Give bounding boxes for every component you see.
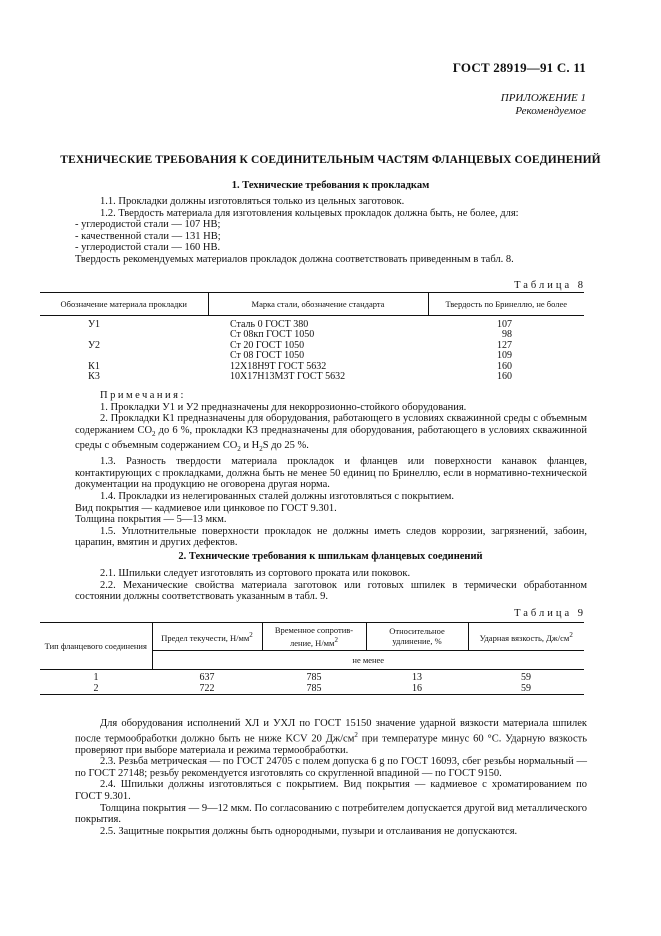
table-row: К3 10Х17Н13М3Т ГОСТ 5632 160 (88, 371, 512, 383)
table-row: К1 12Х18Н9Т ГОСТ 5632 160 (88, 360, 512, 372)
table8-header: Обозначение материала прокладки (40, 293, 208, 316)
table-row: 1 637 785 13 59 (93, 672, 531, 684)
para-1-2: 1.2. Твердость материала для изготовления кольцевых прокладок должна быть, не более, для: (100, 207, 519, 219)
para-1-4-coating: Вид покрытия — кадмиевое или цинковое по ГОСТ 9.301. (75, 502, 337, 514)
section1-body (75, 196, 587, 266)
para-1-4: 1.4. Прокладки из нелегированных сталей должны изготовляться с покрытием. (100, 490, 455, 502)
section1-title: 1. Технические требования к прокладкам (231, 180, 430, 191)
notes-block (75, 390, 587, 549)
table-8 (40, 292, 584, 383)
table9-header: Предел текучести, $Н/мм^2$ (152, 623, 262, 651)
table9-header: Временное сопротив-ление, $Н/мм^2$ (262, 623, 366, 651)
section2-title: 2. Технические требования к шпилькам фланцевых соединений (178, 551, 483, 562)
para-1-4-thickness: Толщина покрытия — 5—13 мкм. (75, 514, 227, 526)
para-2-4-thickness: Толщина покрытия — 9—12 мкм. По согласованию с потребителем допускается другой вид металлического покрытия. (75, 802, 587, 826)
table-row: Ст 08 ГОСТ 1050 109 (230, 350, 512, 362)
table-row: У1 Сталь 0 ГОСТ 380 107 (87, 318, 512, 330)
page-header: ГОСТ 28919—91 С. 11 (452, 60, 586, 75)
list-item: - углеродистой стали — 107 НВ; (75, 219, 221, 231)
table-9 (40, 622, 584, 695)
table9-subheader: не менее (152, 650, 584, 669)
appendix-title: ПРИЛОЖЕНИЕ 1 (500, 92, 586, 104)
list-item: - углеродистой стали — 160 НВ. (75, 242, 221, 254)
appendix-label (501, 92, 586, 118)
para-2-3: 2.3. Резьба метрическая — по ГОСТ 24705 с полем допуска 6 g по ГОСТ 16093, сбег резьбы нормальный — по ГОСТ 27148; резьбу рекомендуется изготовлять со скругленной впадиной — по ГОСТ 9150. (75, 756, 587, 779)
notes-heading: Примечания: (100, 390, 186, 401)
table8-header: Марка стали, обозначение стандарта (208, 293, 428, 316)
table9-header: Ударная вязкость, $Дж/см^2$ (468, 623, 584, 651)
para-1-5: 1.5. Уплотнительные поверхности прокладок не должны иметь следов коррозии, загрязнений, забоин, царапин, вмятин и других дефектов. (75, 525, 587, 549)
appendix-note: Рекомендуемое (515, 105, 586, 117)
para-1-3: 1.3. Разность твердости материала прокладок и фланцев или поверхности канавок фланцев, контактирующих с прокладками, должна быть не менее 50 единиц по Бринеллю, если в нормативно-технической документации на продукцию не оговорена другая норма. (75, 456, 587, 491)
section2-body (75, 568, 587, 603)
table-row: 2 722 785 16 59 (40, 684, 584, 695)
table9-header: Тип фланцевого соединения (40, 623, 152, 670)
note-1: 1. Прокладки У1 и У2 предназначены для некоррозионно-стойкого оборудования. (100, 401, 467, 413)
table-row: Ст 08кп ГОСТ 1050 98 (230, 329, 512, 341)
para-2-1: 2.1. Шпильки следует изготовлять из сортового проката или поковок. (100, 568, 411, 579)
list-item: - качественной стали — 131 НВ; (75, 230, 221, 242)
main-title: ТЕХНИЧЕСКИЕ ТРЕБОВАНИЯ К СОЕДИНИТЕЛЬНЫМ ЧАСТЯМ ФЛАНЦЕВЫХ СОЕДИНЕНИЙ (60, 154, 601, 166)
para-2-2: 2.2. Механические свойства материала заготовок или готовых шпилек в термически обработанном состоянии должны соответствовать указанным в табл. 9. (75, 579, 587, 603)
para-1-1: 1.1. Прокладки должны изготовляться только из цельных заготовок. (100, 196, 405, 207)
table-row: У2 Ст 20 ГОСТ 1050 127 (87, 339, 512, 351)
table8-header: Твердость по Бринеллю, не более (428, 293, 584, 316)
table8-caption: Таблица 8 (514, 280, 586, 291)
table9-caption: Таблица 9 (514, 608, 586, 619)
para-2-5: 2.5. Защитные покрытия должны быть однородными, пузыри и отслаивания не допускаются. (100, 825, 518, 837)
table9-header: Относительное удлинение, % (366, 623, 468, 651)
note-2: 2. Прокладки К1 предназначены для оборудования, работающего в условиях скважинной среды с объемным содержанием $CO_2$ до 6 %, прокладки К3 предназначены для оборудования, работающего в условиях скважинной среды с объемным содержанием $CO_2$ и $H_2S$ до 25 %. (75, 413, 588, 454)
section2-tail (75, 718, 587, 837)
para-2-4: 2.4. Шпильки должны изготовляться с покрытием. Вид покрытия — кадмиевое с хроматированием по ГОСТ 9.301. (75, 779, 587, 803)
para-impact: Для оборудования исполнений ХЛ и УХЛ по ГОСТ 15150 значение ударной вязкости материала шпилек после термообработки должно быть не ниже KCV 20 $Дж/см^2$ при температуре минус 60 °С. Ударную вязкость проверяют при выборе материала и режима термообработки. (75, 718, 587, 756)
para-hardness: Твердость рекомендуемых материалов прокладок должна соответствовать приведенным в табл. 8. (75, 253, 514, 265)
